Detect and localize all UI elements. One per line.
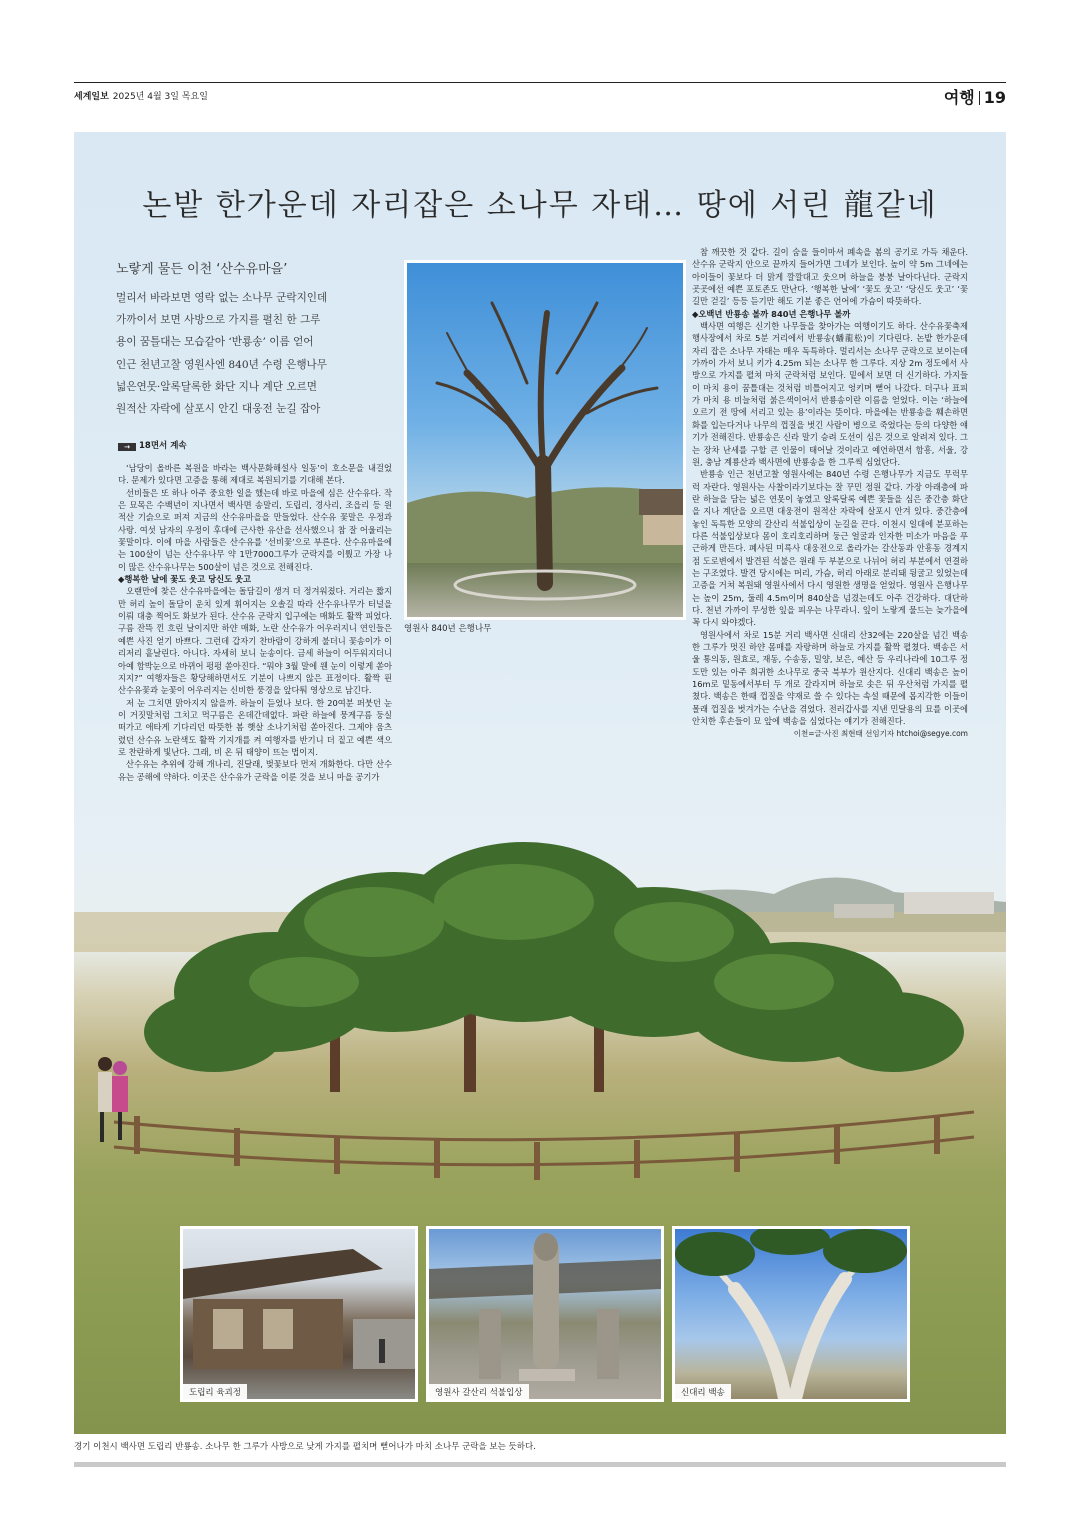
paper-name: 세계일보 <box>74 92 109 102</box>
subheadline-line: 원적산 자락에 살포시 안긴 대웅전 눈길 잡아 <box>116 403 321 416</box>
masthead <box>74 82 1006 105</box>
paragraph: 백사면 여행은 신기한 나무들을 찾아가는 여행이기도 하다. 산수유꽃축제 행사장에서 차로 5분 거리에서 반룡송(蟠龍松)이 기다린다. 논밭 한가운데 자리 잡은 소나무 자태는 매우 독특하다. 멀리서는 소나무 군락으로 보이는데 가까이 가서 보니 키가 4.25m 되는 소나무 한 그루다. 지상 2m 정도에서 사방으로 가지를 펼쳐 마치 군락처럼 보인다. 밑에서 보면 더 신기하다. 가지들이 마치 용이 꿈틀대는 것처럼 비틀어지고 엉키며 뻗어 나갔다. 더구나 표피가 마치 용 비늘처럼 붉은색이어서 반룡송이란 이름을 얻었다. 이는 ‘하늘에 오르기 전 땅에 서리고 있는 용’이라는 뜻이다. 마을에는 반룡송을 훼손하면 화를 입는다거나 나무의 껍질을 벗긴 사람이 병으로 죽었다는 등의 다양한 얘기가 전해진다. 반룡송은 신라 말기 승려 도선이 심은 것으로 알려져 있다. 그는 장차 난세를 구할 큰 인물이 태어날 것이라고 예언하면서 함흥, 서울, 강원, 충남 계룡산과 백사면에 반룡송을 한 그루씩 심었단다. <box>692 321 968 467</box>
footer-rule <box>74 1462 1006 1467</box>
section-subheading: ◆오백년 반룡송 볼까 840년 은행나무 볼까 <box>692 308 851 319</box>
pine-photo-caption: 경기 이천시 백사면 도립리 반룡송. 소나무 한 그루가 사방으로 낮게 가지를 펼치며 뻗어나가 마치 소나무 군락을 보는 듯하다. <box>74 1442 536 1452</box>
section-name: 여행 <box>943 88 975 107</box>
subheadline-title: 노랗게 물든 이천 ‘산수유마을’ <box>116 262 288 277</box>
pine-trunk <box>464 1012 476 1092</box>
subheadline-line: 인근 천년고찰 영원사엔 840년 수령 은행나무 <box>116 358 328 371</box>
subheadline-box <box>116 258 402 420</box>
paragraph: 산수유는 추위에 강해 개나리, 진달래, 벚꽃보다 먼저 개화한다. 다만 산수유는 공해에 약하다. 이곳은 산수유가 군락을 이룬 것을 보니 마을 공기가 <box>118 759 392 782</box>
farm-building <box>904 892 994 914</box>
paragraph: 참 깨끗한 것 같다. 길이 숨을 들이마셔 폐속을 봄의 공기로 가득 채운다. 산수유 군락지 안으로 끝까지 들어가면 그네가 보인다. 높이 약 5m 그네에는 아이들이 꽃보다 더 맑게 깔깔대고 웃으며 하늘을 붕붕 날아다닌다. 군락지 곳곳에선 예쁜 포토존도 만난다. ‘행복한 날에’ ‘꽃도 웃고’ ‘당신도 웃고’ ‘꽃길만 걷길’ 등등 듣기만 해도 기분 좋은 언어에 가슴이 따뜻하다. <box>692 247 968 307</box>
subheadline-line: 가까이서 보면 사방으로 가지를 펼친 한 그루 <box>116 314 321 327</box>
byline: 이천=글·사진 최현태 선임기자 htchoi@segye.com <box>793 729 968 739</box>
main-photo-caption: 영원사 840년 은행나무 <box>404 624 492 634</box>
article-column-right <box>692 246 968 741</box>
issue-date: 2025년 4월 3일 목요일 <box>112 92 208 102</box>
page-number: 19 <box>983 88 1006 107</box>
pavilion-illustration <box>183 1229 415 1399</box>
paragraph: 저 눈 그치면 맑아지지 않을까. 하늘이 듣었나 보다. 한 20여분 퍼붓던 눈이 거짓말처럼 그치고 먹구름은 온데간데없다. 파란 하늘에 뭉게구름 둥실 떠가고 애타게 기다리던 따뜻한 봄 햇살 소나기처럼 쏟아진다. 그제야 움츠렸던 산수유 노란색도 활짝 기지개를 켜 여행자를 반기니 더 짙고 예쁜 색으로 찬란하게 빛난다. 그래, 비 온 뒤 태양이 뜨는 법이지. <box>118 697 392 757</box>
yukgoejeong-photo <box>180 1226 418 1402</box>
farm-building <box>834 904 894 918</box>
arrow-icon: → <box>118 443 136 451</box>
white-pine-photo <box>672 1226 910 1402</box>
visitors <box>98 1057 128 1142</box>
photo-caption: 신대리 백송 <box>675 1384 731 1399</box>
white-pine-illustration <box>675 1229 907 1399</box>
feature-panel <box>74 132 1006 1434</box>
paragraph: 선비들은 또 하나 아주 중요한 일을 했는데 바로 마을에 심은 산수유다. 작은 묘목은 수백년이 지나면서 백사면 송말리, 도립리, 경사리, 조읍리 등 원적산 기슭으로 퍼져 지금의 산수유마을을 만들었다. 산수유 꽃말은 우정과 사랑. 여섯 남자의 우정이 후대에 근사한 유산을 선사했으니 참 잘 어울리는 꽃말이다. 이에 마을 사람들은 산수유를 ‘선비꽃’으로 부른다. 산수유마을에는 100살이 넘는 산수유나무 약 1만7000그루가 군락지를 이뤘고 가장 나이 많은 산수유나무는 500살이 넘은 것으로 전해진다. <box>118 487 392 572</box>
subheadline-line: 넓은연못·알록달록한 화단 지나 계단 오르면 <box>116 380 318 393</box>
article-column-left <box>118 462 392 783</box>
paragraph: 반룡송 인근 천년고찰 영원사에는 840년 수령 은행나무가 지금도 무럭무럭 자란다. 영원사는 사찰이라기보다는 잘 꾸민 정원 같다. 가장 아래층에 파란 하늘을 담는 넓은 연못이 놓였고 알록달록 예쁜 꽃들을 심은 중간층 화단을 지나 계단을 오르면 대웅전이 원적산 자락에 살포시 안겨 있다. 중간층에 놓인 독특한 모양의 갈산리 석불입상이 눈길을 끈다. 이천시 일대에 분포하는 다른 석불입상보다 몸이 호리호리하며 둥근 얼굴과 인자한 미소가 마음을 푸근하게 만든다. 폐사된 미륵사 대웅전으로 올라가는 갈산동과 안흥동 경계지점 도로변에서 발견된 석불은 원래 두 부분으로 나뉘어 허리 부분에서 연결하는 구조였다. 발견 당시에는 머리, 가슴, 허리 아래로 분리돼 뒹굴고 있었는데 고증을 거쳐 복원돼 영원사에서 다시 영원한 생명을 얻었다. 영원사 은행나무는 높이 25m, 둘레 4.5m이며 840살을 넘겼는데도 아주 건강하다. 대단하다. 천년 가까이 무성한 잎을 피우는 나무라니. 잎이 노랗게 물드는 늦가을에 꼭 다시 와야겠다. <box>692 469 968 628</box>
section-divider <box>979 91 980 105</box>
paragraph: ‘남당이 올바른 복원을 바라는 백사문화해설사 일동’이 호소문을 내걸었다. 문제가 있다면 고증을 통해 제대로 복원되기를 기대해 본다. <box>118 463 392 486</box>
temple-wall <box>643 515 683 545</box>
section-subheading: ◆행복한 날에 꽃도 웃고 당신도 웃고 <box>118 574 252 585</box>
continued-marker <box>118 439 187 451</box>
continued-text: 18면서 계속 <box>139 441 187 451</box>
buddha-statue-photo <box>426 1226 664 1402</box>
stone-buddha-illustration <box>429 1229 661 1399</box>
headline: 논밭 한가운데 자리잡은 소나무 자태… 땅에 서린 龍같네 <box>142 188 938 223</box>
wooden-fence <box>114 1112 974 1165</box>
paragraph: 영원사에서 차로 15분 거리 백사면 신대리 산32에는 220살을 넘긴 백송 한 그루가 멋진 하얀 몸매를 자랑하며 하늘로 가지를 활짝 펼쳤다. 백송은 서울 통의동, 원효로, 재동, 수송동, 밀양, 보은, 예산 등 우리나라에 10그루 정도만 있는 아주 희귀한 소나무로 중국 북부가 원산지다. 신대리 백송은 높이 16m로 밑동에서부터 두 개로 갈라지며 하늘로 솟은 뒤 우산처럼 가지를 펼쳤다. 백송은 한때 껍질을 약재로 쓸 수 있다는 속설 때문에 몹지각한 이들이 몰래 껍질을 벗겨가는 수난을 겪었다. 전러갑사를 지낸 민달용의 묘를 이곳에 안치한 후손들이 묘 앞에 백송을 심었다는 얘기가 전해진다. <box>692 629 968 727</box>
paragraph: 오랜만에 찾은 산수유마을에는 돌담길이 생겨 더 정겨워졌다. 거리는 짧지만 허리 높이 돌담이 운치 있게 휘어지는 오솔길 따라 산수유나무가 터널을 이뤄 대충 찍어도 화보가 된다. 산수유 군락지 입구에는 매화도 활짝 피었다. 구름 잔뜩 낀 흐린 날이지만 하얀 매화, 노란 산수유가 어우러지니 연인들은 예쁜 사진 얻기 바쁘다. 그런데 갑자기 찬바람이 강하게 불더니 꽃송이가 이리저리 흩날린다. 아니다. 자세히 보니 눈송이다. 금세 하늘이 어두워지더니 아예 함박눈으로 바뀌어 펑펑 쏟아진다. “뭐야 3월 말에 웬 눈이 이렇게 쏟아지지?” 여행자들은 황당해하면서도 기분이 나쁘지 않은 표정이다. 활짝 핀 산수유꽃과 눈꽃이 어우러지는 신비한 풍경을 앞다퉈 영상으로 남긴다. <box>118 586 392 696</box>
photo-caption: 영원사 갈산리 석불입상 <box>429 1384 529 1399</box>
temple-roof <box>639 489 683 515</box>
masthead-right <box>944 85 1006 108</box>
subheadline-line: 멀리서 바라보면 영락 없는 소나무 군락지인데 <box>116 292 328 304</box>
ginkgo-tree-photo <box>404 260 686 620</box>
photo-caption: 도립리 육괴정 <box>183 1384 247 1399</box>
masthead-left <box>74 89 208 102</box>
ginkgo-tree-illustration <box>407 263 683 617</box>
subheadline-line: 용이 꿈틀대는 모습같아 ‘반룡송’ 이름 얻어 <box>116 336 314 349</box>
